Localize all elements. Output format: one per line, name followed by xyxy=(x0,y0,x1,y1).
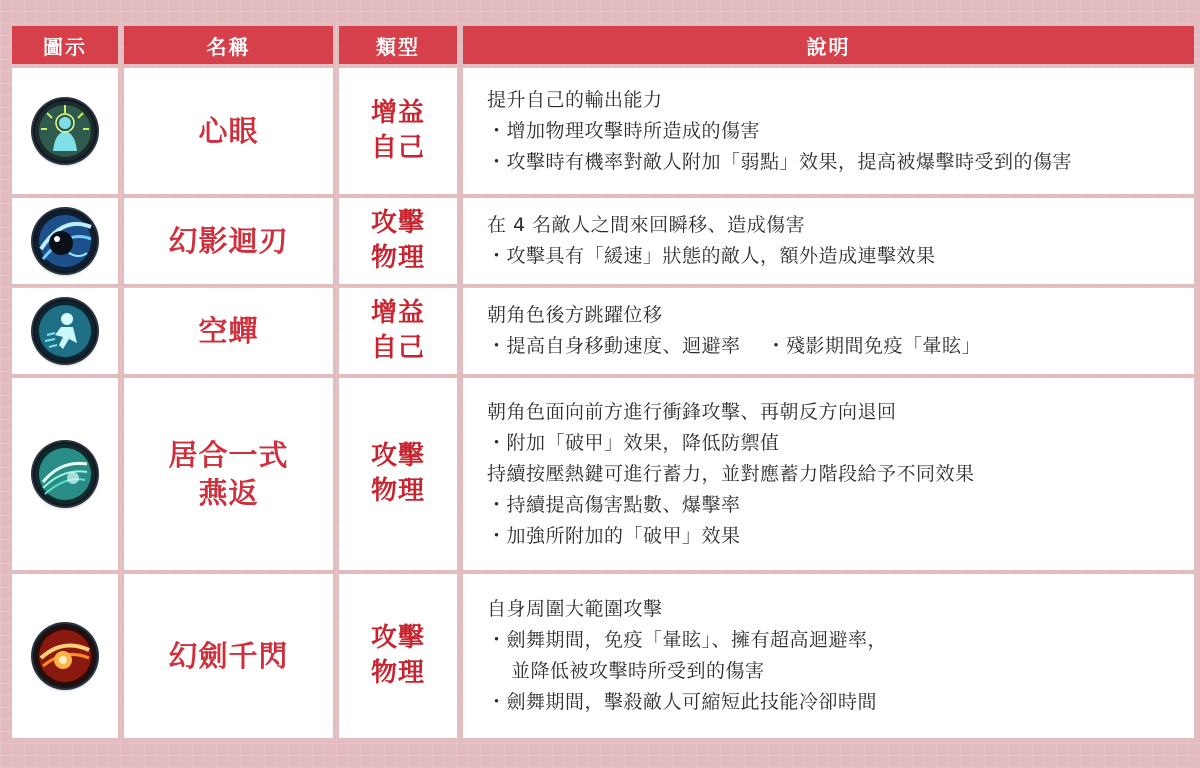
skill-table xyxy=(12,26,1194,738)
header-icon-column: 圖示 xyxy=(12,26,118,64)
skill-name-cell xyxy=(124,574,333,738)
skill-type-line: 物理 xyxy=(370,476,425,506)
skill-type-line: 物理 xyxy=(370,243,425,273)
description-continuation: 並降低被攻擊時所受到的傷害 xyxy=(511,660,765,682)
skill-icon-cell xyxy=(12,378,118,570)
header-name-column: 名稱 xyxy=(124,26,333,64)
skill-type-line: 增益 xyxy=(370,298,425,328)
skill-name-line: 空蟬 xyxy=(198,314,259,348)
cicada-dash-icon xyxy=(33,299,97,363)
skill-name-line: 心眼 xyxy=(198,114,259,148)
description-bullet: ・劍舞期間，免疫「暈眩」、擁有超高迴避率， xyxy=(487,629,888,651)
description-bullet: ・攻擊具有「緩速」狀態的敵人，額外造成連擊效果 xyxy=(487,245,936,267)
description-bullet: ・加強所附加的「破甲」效果 xyxy=(487,524,741,547)
skill-type-cell xyxy=(339,198,457,284)
iai-swallow-icon xyxy=(33,442,97,506)
skill-icon-cell xyxy=(12,288,118,374)
skill-description-cell xyxy=(463,68,1194,194)
description-line: 在 4 名敵人之間來回瞬移、造成傷害 xyxy=(487,214,806,236)
description-bullet: ・劍舞期間，擊殺敵人可縮短此技能冷卻時間 xyxy=(487,691,878,713)
skill-type-line: 自己 xyxy=(370,333,425,363)
description-line: 朝角色面向前方進行衝鋒攻擊、再朝反方向退回 xyxy=(487,400,897,423)
description-bullet: ・附加「破甲」效果，降低防禦值 xyxy=(487,431,780,454)
skill-name-line: 幻劍千閃 xyxy=(168,639,289,673)
skill-name-cell xyxy=(124,68,333,194)
description-bullet: ・攻擊時有機率對敵人附加「弱點」效果，提高被爆擊時受到的傷害 xyxy=(487,150,1073,173)
skill-description-cell xyxy=(463,574,1194,738)
header-description-column: 說明 xyxy=(463,26,1194,64)
description-line: 自身周圍大範圍攻擊 xyxy=(487,598,663,620)
description-line: 朝角色後方跳躍位移 xyxy=(487,304,663,326)
skill-description-cell xyxy=(463,378,1194,570)
skill-type-line: 攻擊 xyxy=(370,208,425,238)
skill-type-line: 物理 xyxy=(370,658,425,688)
skill-name-line: 居合一式 xyxy=(168,438,289,472)
skill-type-line: 攻擊 xyxy=(370,623,425,653)
skill-type-line: 增益 xyxy=(370,98,425,128)
skill-icon-cell xyxy=(12,68,118,194)
skill-name-cell xyxy=(124,288,333,374)
description-bullet: ・提高自身移動速度、迴避率 ・殘影期間免疫「暈眩」 xyxy=(487,335,982,357)
illusion-sword-flash-icon xyxy=(33,624,97,688)
skill-type-cell xyxy=(339,574,457,738)
skill-name-cell xyxy=(124,198,333,284)
skill-name-line: 幻影迴刃 xyxy=(168,224,289,258)
skill-type-line: 攻擊 xyxy=(370,441,425,471)
skill-icon-cell xyxy=(12,198,118,284)
phantom-blade-icon xyxy=(33,209,97,273)
description-line: 提升自己的輸出能力 xyxy=(487,88,663,111)
skill-type-cell xyxy=(339,68,457,194)
description-bullet: ・增加物理攻擊時所造成的傷害 xyxy=(487,119,761,142)
mind-eye-icon xyxy=(33,99,97,163)
skill-description-cell xyxy=(463,198,1194,284)
skill-name-cell xyxy=(124,378,333,570)
skill-type-cell xyxy=(339,378,457,570)
skill-type-line: 自己 xyxy=(370,133,425,163)
description-bullet: ・持續提高傷害點數、爆擊率 xyxy=(487,493,741,516)
description-line: 持續按壓熱鍵可進行蓄力，並對應蓄力階段給予不同效果 xyxy=(487,462,975,485)
skill-type-cell xyxy=(339,288,457,374)
skill-name-line: 燕返 xyxy=(198,476,259,510)
skill-description-cell xyxy=(463,288,1194,374)
header-type-column: 類型 xyxy=(339,26,457,64)
skill-icon-cell xyxy=(12,574,118,738)
